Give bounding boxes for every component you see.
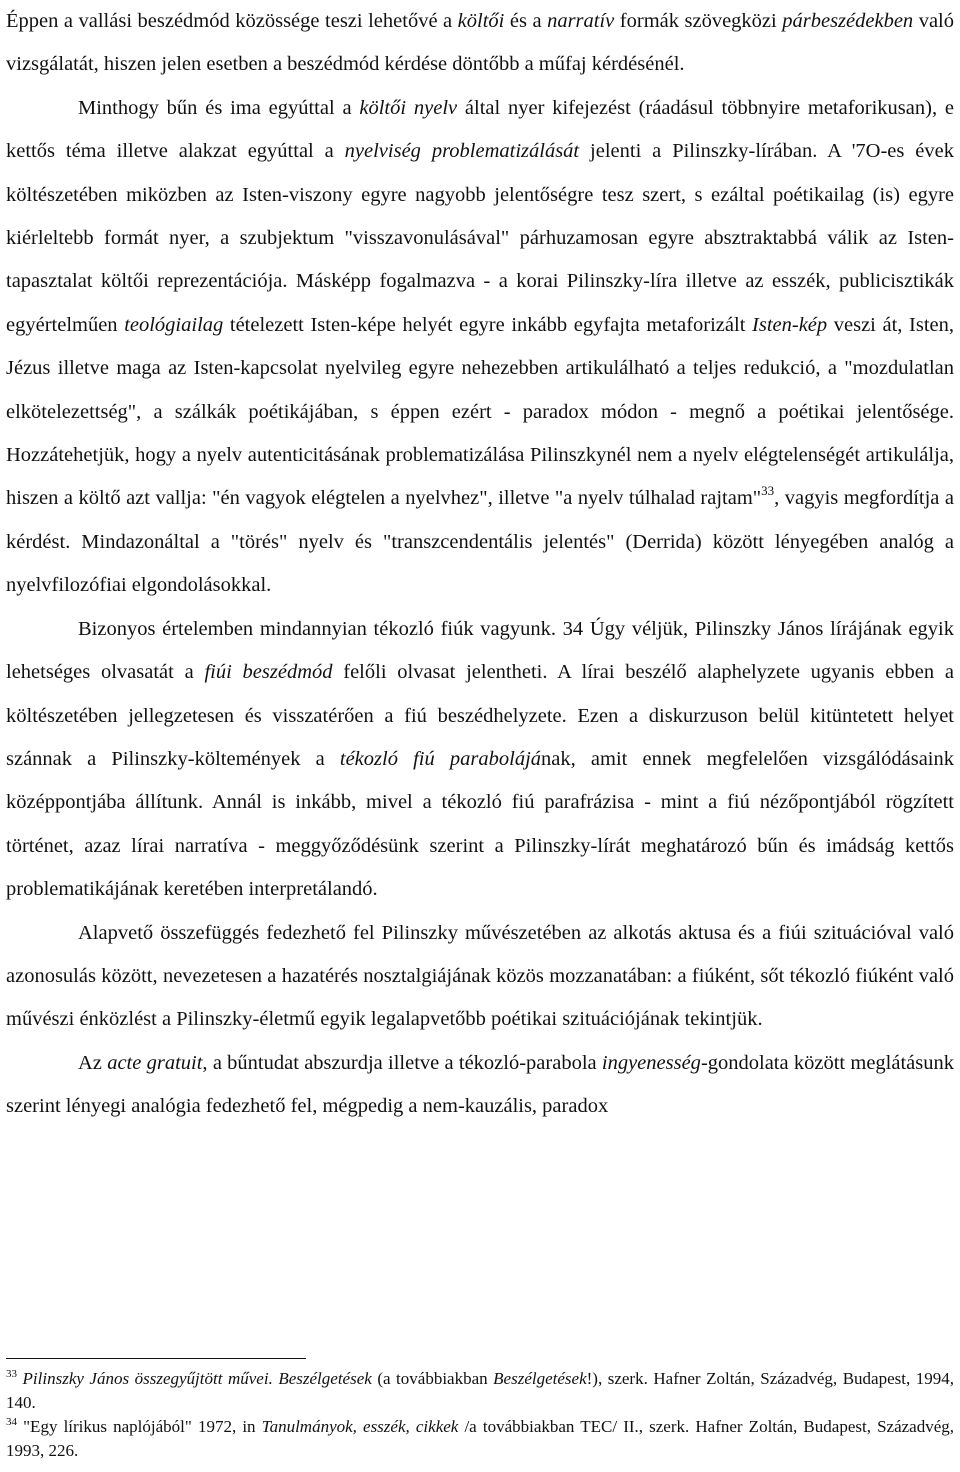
footnote (6, 1415, 954, 1463)
text-run: , a bűntudat abszurdja illetve a tékozló-parabola (202, 1051, 602, 1074)
text-run: jelenti a Pilinszky-lírában. A '7O-es évek költészetében miközben az Isten-viszony egyre nagyobb jelentőségre tesz szert, s ezáltal poétikailag (is) egyre kiérleltebb formát nyer, a szubjektum "visszavonulásával" párhuzamosan egyre absztraktabbá válik az Isten-tapasztalat költői reprezentációja. Másképp fogalmazva - a korai Pilinszky-líra illetve az esszék, publicisztikák egyértelműen (6, 140, 954, 336)
paragraph (6, 1042, 954, 1129)
text-run: Bizonyos értelemben mindannyian tékozló fiúk vagyunk. 34 Úgy véljük, Pilinszky János lírájának egyik lehetséges olvasatát a (6, 617, 954, 684)
text-run: által nyer kifejezést (ráadásul többnyire metaforikusan), e kettős téma illetve alakzat egyúttal a (6, 96, 954, 163)
italic-text: párbeszédekben (782, 10, 914, 32)
text-run: tételezett Isten-képe helyét egyre inkább egyfajta metaforizált (223, 313, 753, 336)
text-run: "Egy lírikus naplójából" 1972, in (17, 1417, 262, 1436)
italic-text: Beszélgetések (493, 1369, 587, 1388)
text-run: Alapvető összefüggés fedezhető fel Pilinszky művészetében az alkotás aktusa és a fiúi szituációval való azonosulás között, nevezetesen a hazatérés nosztalgiájának közös mozzanatában: a fiúként, sőt tékozló fiúként való művészi énközlést a Pilinszky-életmű egyik legalapvetőbb poétikai szituációjának tekintjük. (6, 921, 954, 1031)
italic-text: Pilinszky János összegyűjtött művei. Beszélgetések (22, 1369, 372, 1388)
paragraph (6, 0, 954, 87)
footnotes-section (6, 1358, 954, 1463)
body-text (6, 0, 954, 1129)
italic-text: Isten-kép (752, 313, 828, 336)
italic-text: költői nyelv (359, 96, 458, 119)
text-run: Éppen a vallási beszédmód közössége teszi lehetővé a (6, 10, 458, 32)
text-run: (a továbbiakban (371, 1369, 494, 1388)
paragraph (6, 912, 954, 1042)
footnote-list (6, 1367, 954, 1463)
footnote-number: 34 (6, 1416, 17, 1428)
text-run: veszi át, Isten, Jézus illetve maga az Isten-kapcsolat nyelvileg egyre nehezebben artikulálható a teljes redukció, a "mozdulatlan elkötelezettség", a szálkák poétikájában, s éppen ezért - paradox módon - megnő a poétikai jelentősége. Hozzátehetjük, hogy a nyelv autenticitásának problematizálása Pilinszkynél nem a nyelv elégtelenségét artikulálja, hiszen a költő azt vallja: "én vagyok elégtelen a nyelvhez", illetve "a nyelv túlhalad rajtam" (6, 313, 955, 510)
text-run: formák szövegközi (614, 10, 783, 32)
italic-text: tékozló fiú parabolájá (339, 747, 542, 770)
italic-text: költői (457, 10, 505, 32)
italic-text: nyelviség problematizálását (344, 140, 580, 163)
footnote-separator-rule (6, 1358, 306, 1359)
footnote-number: 33 (6, 1368, 17, 1380)
italic-text: fiúi beszédmód (204, 661, 333, 684)
text-run: és a (504, 10, 548, 32)
text-run: -gondolata között meglátásunk szerint lényegi analógia fedezhető fel, mégpedig a nem-kauzális, paradox (6, 1051, 954, 1118)
paragraph (6, 608, 954, 912)
text-run: való vizsgálatát, hiszen jelen esetben a beszédmód kérdése döntőbb a műfaj kérdésénél. (6, 10, 954, 76)
paragraph (6, 87, 954, 608)
italic-text: Tanulmányok, esszék, cikkek (261, 1417, 459, 1436)
italic-text: teológiailag (124, 313, 224, 336)
document-page (6, 0, 954, 1129)
text-run: /a továbbiakban TEC/ II., szerk. Hafner Zoltán, Budapest, Századvég, 1993, 226. (6, 1417, 954, 1460)
footnote-reference: 33 (761, 483, 775, 499)
text-run: !), szerk. Hafner Zoltán, Századvég, Budapest, 1994, 140. (6, 1369, 954, 1412)
text-run: Minthogy bűn és ima egyúttal a (78, 96, 360, 119)
text-run: , vagyis megfordítja a kérdést. Mindazonáltal a "törés" nyelv és "transzcendentális jelentés" (Derrida) között lényegében analóg a nyelvfilozófiai elgondolásokkal. (6, 487, 954, 597)
italic-text: narratív (547, 10, 615, 32)
italic-text: acte gratuit (107, 1051, 203, 1074)
italic-text: ingyenesség (601, 1051, 701, 1074)
footnote (6, 1367, 954, 1415)
text-run: Az (78, 1051, 108, 1074)
text-run: felőli olvasat jelentheti. A lírai beszélő alaphelyzete ugyanis ebben a költészetében jellegzetesen és visszatérően a fiú beszédhelyzete. Ezen a diskurzuson belül kitüntetett helyet szánnak a Pilinszky-költemények a (6, 661, 954, 770)
text-run: nak, amit ennek megfelelően vizsgálódásaink középpontjába állítunk. Annál is inkább, mivel a tékozló fiú parafrázisa - mint a fiú nézőpontjából rögzített történet, azaz lírai narratíva - meggyőződésünk szerint a Pilinszky-lírát meghatározó bűn és imádság kettős problematikájának keretében interpretálandó. (6, 747, 954, 901)
